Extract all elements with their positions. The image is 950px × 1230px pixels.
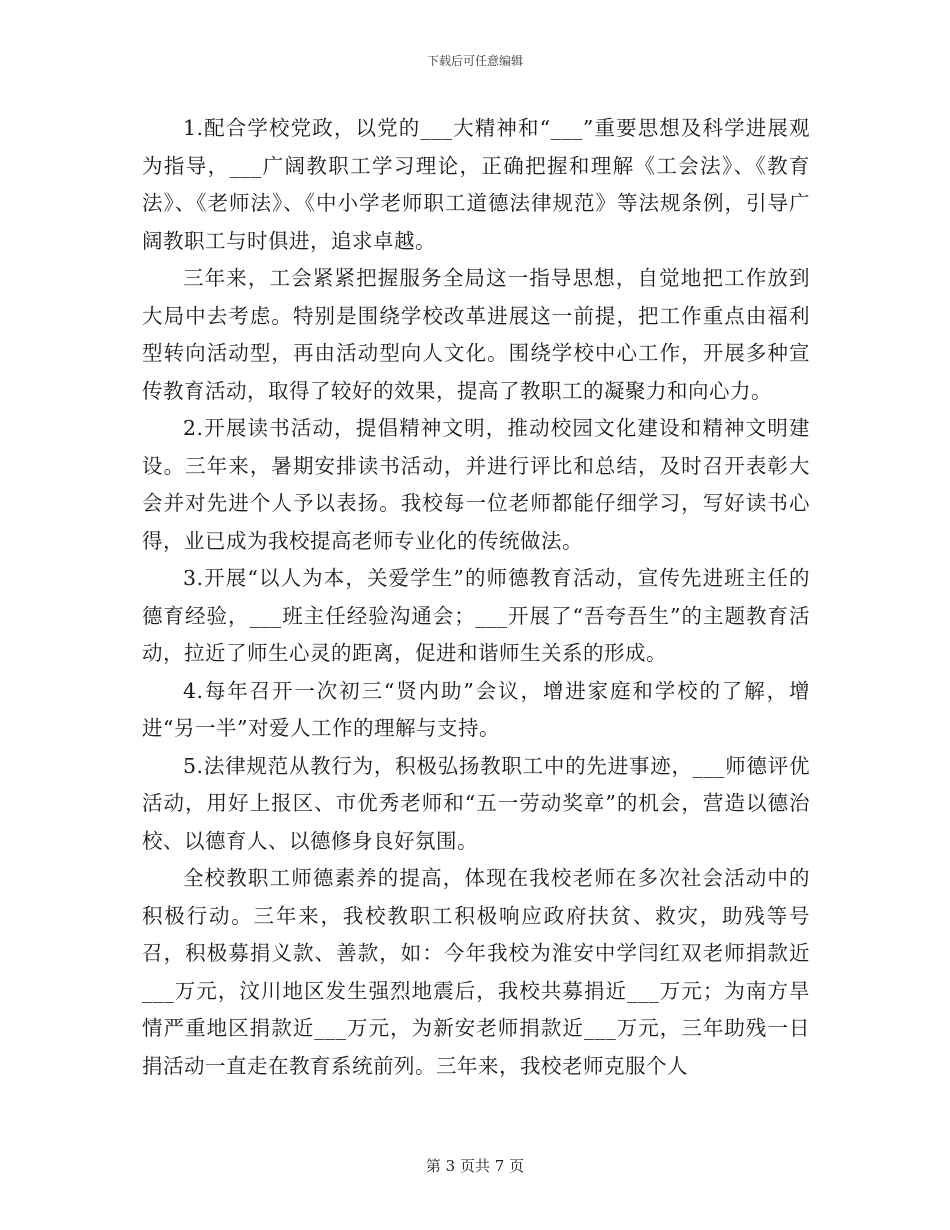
paragraph-4: 3.开展“以人为本，关爱学生”的师德教育活动，宣传先进班主任的德育经验，___班主任经验沟通会；___开展了“吾夸吾生”的主题教育活动，拉近了师生心灵的距离，促进和谐师生关系的形成。	[142, 566, 810, 665]
document-body	[142, 110, 810, 1085]
paragraph-6: 5.法律规范从教行为，积极弘扬教职工中的先进事迹，___师德评优活动，用好上报区、市优秀老师和“五一劳动奖章”的机会，营造以德治校、以德育人、以德修身良好氛围。	[142, 753, 810, 853]
paragraph-7: 全校教职工师德素养的提高，体现在我校老师在多次社会活动中的积极行动。三年来，我校教职工积极响应政府扶贫、救灾，助残等号召，积极募捐义款、善款，如：今年我校为淮安中学闫红双老师捐款近___万元，汶川地区发生强烈地震后，我校共募捐近___万元；为南方旱情严重地区捐款近___万元，为新安老师捐款近___万元，三年助残一日捐活动一直走在教育系统前列。三年来，我校老师克服个人	[142, 866, 810, 1078]
page-footer: 第 3 页共 7 页	[425, 1157, 525, 1175]
paragraph-3: 2.开展读书活动，提倡精神文明，推动校园文化建设和精神文明建设。三年来，暑期安排读书活动，并进行评比和总结，及时召开表彰大会并对先进个人予以表扬。我校每一位老师都能仔细学习，写好读书心得，业已成为我校提高老师专业化的传统做法。	[142, 416, 810, 553]
paragraph-5: 4.每年召开一次初三“贤内助”会议，增进家庭和学校的了解，增进“另一半”对爱人工作的理解与支持。	[142, 678, 810, 740]
paragraph-2: 三年来，工会紧紧把握服务全局这一指导思想，自觉地把工作放到大局中去考虑。特别是围绕学校改革进展这一前提，把工作重点由福利型转向活动型，再由活动型向人文化。围绕学校中心工作，开展多种宣传教育活动，取得了较好的效果，提高了教职工的凝聚力和向心力。	[142, 266, 810, 403]
page-header: 下载后可任意编辑	[426, 54, 523, 68]
paragraph-1: 1.配合学校党政，以党的___大精神和“___”重要思想及科学进展观为指导，___广阔教职工学习理论，正确把握和理解《工会法》、《教育法》、《老师法》、《中小学老师职工道德法律规范》等法规条例，引导广阔教职工与时俱进，追求卓越。	[142, 116, 810, 253]
